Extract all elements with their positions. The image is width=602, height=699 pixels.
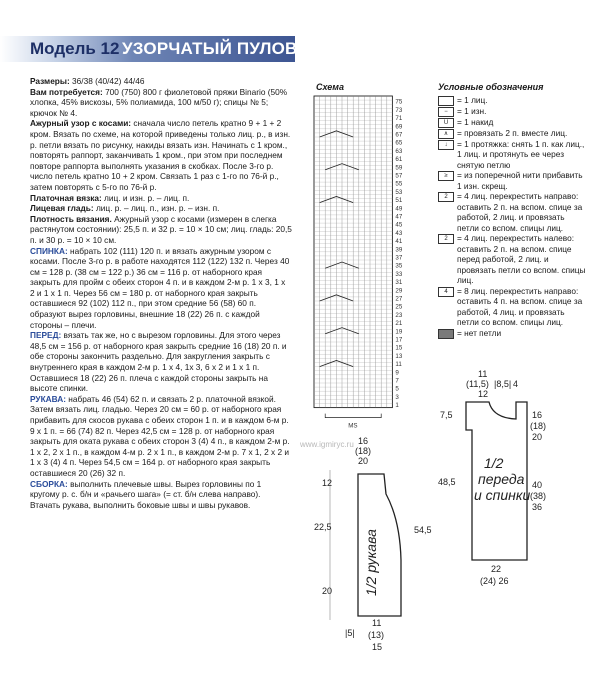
chart-row-label: 1 [395,402,399,410]
chart-row-label: 7 [395,377,399,385]
paragraph-body: Ажурный узор с косами (измерен в слегка растянутом состоянии): 25,5 п. и 32 р. = 10 × 10 см; лиц. гладь: 20,5 п. и 30 р. = 10 × 10 см. [30,213,292,245]
sleeve-label: 1/2 рукава [363,529,379,596]
legend-title: Условные обозначения [438,82,544,92]
chart-row-label: 73 [395,106,403,114]
repeat-bracket [325,414,381,418]
chart-row-label: 27 [395,295,403,303]
legend-symbol-icon: U [438,118,454,128]
chart-row-label: 69 [395,123,403,131]
chart-row-label: 5 [395,385,399,393]
paragraph-body: лиц. р. – лиц. п., изн. р. – изн. п. [93,203,220,214]
chart-row-label: 47 [395,213,403,221]
sleeve-top-width-2: (18) [355,446,372,456]
chart-row-label: 21 [395,320,403,328]
paragraph-heading: Плотность вязания. [30,213,112,224]
paragraph-heading: СБОРКА: [30,478,68,489]
body-label-2: переда [478,471,525,487]
chart-ms-label: MS [348,422,358,430]
chart-row-label: 17 [395,336,403,344]
sleeve-bottom-width-3: 15 [372,642,383,652]
legend-text: = 8 лиц. перекрестить направо: оставить 4 п. на вспом. спице за работой, 4 лиц. и провязать петли со вспом. спицы лиц. [457,285,583,327]
body-side: 40 [532,480,543,490]
chart-row-label: 29 [395,287,403,295]
chart-row-label: 31 [395,279,403,287]
legend-symbol-icon: 2 [438,234,454,244]
chart-row-label: 61 [395,156,403,164]
knitting-chart [314,96,403,430]
body-width-2: (24) 26 [480,576,509,586]
chart-row-label: 37 [395,254,403,262]
body-shoulder-3: 12 [478,389,489,399]
chart-row-label: 51 [395,197,403,205]
legend-text: = 4 лиц. перекрестить налево: оставить 2 п. на вспом. спице перед работой, 2 лиц. и провязать петли со вспом. спицы лиц. [457,233,586,285]
chart-row-label: 15 [395,344,403,352]
body-armhole-2: (18) [530,421,547,431]
chart-row-label: 65 [395,139,403,147]
legend-text: = из поперечной нити прибавить 1 изн. скрещ. [457,170,583,191]
chart-row-label: 53 [395,188,403,196]
legend-symbol-icon: 4 [438,287,454,297]
watermark: www.igmiryc.ru [300,440,354,449]
chart-row-label: 75 [395,98,403,106]
paragraph-body: сначала число петель кратно 9 + 1 + 2 кром. Вязать по схеме, на которой приведены только лиц. р., в изн. р. петли вязать по рисунку, накиды вязать изн. Начинать с 1 кром., повторять раппорт, заканчивать 1 кром., при этом при последнем повторе раппорта выполнять указания в скобках. После 3-го р. число петель кратно 10 + 2 кром. Связать 1 раз с 1-го по 76-й р., затем повторять с 5-го по 76-й р. [30,118,291,192]
body-shoulder-2: (11,5) [466,379,489,389]
legend-symbol-icon: ≥ [438,171,454,181]
body-schematic [438,369,546,586]
paragraph-heading: Платочная вязка: [30,192,102,203]
chart-row-label: 3 [395,393,399,401]
legend-text: = нет петли [457,327,502,338]
chart-row-label: 33 [395,270,403,278]
chart-row-label: 35 [395,262,403,270]
chart-row-label: 57 [395,172,403,180]
chart-row-label: 49 [395,205,403,213]
legend-symbol-icon: ↓ [438,140,454,150]
chart-row-label: 45 [395,221,403,229]
body-side-2: (38) [530,491,547,501]
sleeve-total-length: 54,5 [414,525,432,535]
legend-text: = провязать 2 п. вместе лиц. [457,127,568,138]
paragraph-body: набрать 102 (111) 120 п. и вязать ажурным узором с косами. После 3-го р. в работе находятся 112 (122) 132 п. Через 40 см = 128 р. (38 см = 122 р.) 36 см = 116 р. от наборного края закрыть для пройм с обеих сторон 4 п. и в каждом 2-м р. 1 х 3, 1 х 2 и 1 х 1 п. Через 56 см = 180 р. от наборного края закрыть оставшиеся 92 (102) 112 п., при этом средние 56 (58) 60 п. образуют вырез горловины, внешние 18 (22) 26 п. с каждой стороны – плечи. [30,245,290,330]
paragraph-heading: Ажурный узор с косами: [30,118,132,129]
legend-symbol-icon: − [438,107,454,117]
chart-row-label: 11 [395,361,402,369]
sleeve-top-width-3: 20 [358,456,369,466]
paragraph-heading: Вам потребуется: [30,86,103,97]
paragraph-heading: Размеры: [30,76,70,86]
body-neck: |8,5| [494,379,512,389]
body-armhole-depth: 7,5 [440,410,453,420]
chart-row-label: 63 [395,147,403,155]
chart-row-label: 9 [395,369,399,377]
chart-row-label: 19 [395,328,403,336]
chart-row-label: 59 [395,164,403,172]
paragraph-heading: РУКАВА: [30,393,66,404]
body-side-3: 36 [532,502,543,512]
chart-row-label: 23 [395,311,403,319]
body-armhole-3: 20 [532,432,543,442]
chart-row-label: 55 [395,180,403,188]
chart-row-label: 13 [395,352,403,360]
pattern-title: УЗОРЧАТЫЙ ПУЛОВЕР [122,39,321,58]
paragraph-body: 700 (750) 800 г фиолетовой пряжи Binario (50% хлопка, 45% вискозы, 5% полиамида, 100 м/50 г); спицы № 5; крючок № 4. [30,86,288,118]
sleeve-schematic [314,436,432,652]
paragraph-body: 36/38 (40/42) 44/46 [69,76,145,86]
paragraph-body: выполнить плечевые швы. Вырез горловины по 1 кругому р. с. б/н и «рачьего шага» (= ст. б/н слева направо). Втачать рукава, выполнить боковые швы и швы рукавов. [30,478,262,510]
sleeve-cuff-height: 20 [322,586,333,596]
chart-row-label: 71 [395,115,403,123]
chart-row-label: 39 [395,246,403,254]
legend-symbol-icon: 2 [438,192,454,202]
sleeve-bottom-width-2: (13) [368,630,385,640]
paragraph-heading: СПИНКА: [30,245,68,256]
legend-symbol-icon: ∧ [438,129,454,139]
body-label-1: 1/2 [484,455,504,471]
chart-title: Схема [316,82,344,92]
paragraph-heading: Лицевая гладь: [30,203,94,214]
body-shoulder: 11 [478,369,488,379]
paragraph-body: набрать 46 (54) 62 п. и связать 2 р. платочной вязкой. Затем вязать лиц. гладью. Через 20 см = 60 р. от наборного края прибавить для скосов рукава с обеих сторон 1 п. и в каждом 6-м р. 9 х 1 п. = 66 (74) 82 п. Через 42,5 см = 128 р. от наборного края закрыть для оката рукава с обеих сторон 3 (4) 4 п., в каждом 2-м р. 1 х 2, 2 х 1 п., в каждом 4-м р. 2 х 1 п., в каждом 2-м р. 7 х 1, 2 х 2 и 1 х 3 (4) 4 п. Через 54,5 см = 164 р. от наборного края закрыть оставшиеся 20 (26) 32 п. [30,393,290,478]
paragraph-body: вязать так же, но с вырезом горловины. Для этого через 48,5 см = 156 р. от наборного края закрыть средние 16 (18) 20 п. и обе стороны закончить раздельно. Для закругления закрыть с внутреннего края в каждом 2-м р. 1 х 4, 1х 3, 6 х 2 и 1 х 1 п. Оставшиеся 18 (22) 26 п. плеча с каждой стороны закрыть на высоте спинки. [30,330,287,394]
legend-text: = 1 лиц. [457,94,488,105]
paragraph-heading: ПЕРЕД: [30,330,62,341]
legend-text: = 4 лиц. перекрестить направо: оставить 2 п. на вспом. спице за работой, 2 лиц. и провязать петли со вспом. спицы лиц. [457,191,583,233]
body-armhole: 16 [532,410,543,420]
chart-row-label: 41 [395,238,403,246]
legend-text: = 1 накид [457,116,494,127]
sleeve-mid-height: 22,5 [314,522,332,532]
paragraph-body: лиц. и изн. р. – лиц. п. [101,192,190,203]
chart-row-label: 67 [395,131,403,139]
sleeve-bottom-5: |5| [345,628,355,638]
legend-text: = 1 изн. [457,105,487,116]
chart-row-label: 43 [395,229,403,237]
body-length: 48,5 [438,477,456,487]
sleeve-cap-height: 12 [322,478,333,488]
model-number: Модель 12 [30,39,120,58]
body-width: 22 [491,564,502,574]
chart-row-label: 25 [395,303,403,311]
legend-text: = 1 протяжка: снять 1 п. как лиц., 1 лиц. и протянуть ее через снятую петлю [457,138,585,170]
body-label-3: и спинки [474,487,531,503]
body-neck-depth: 4 [513,379,519,389]
sleeve-bottom-width: 11 [372,618,382,628]
sleeve-top-width: 16 [358,436,369,446]
